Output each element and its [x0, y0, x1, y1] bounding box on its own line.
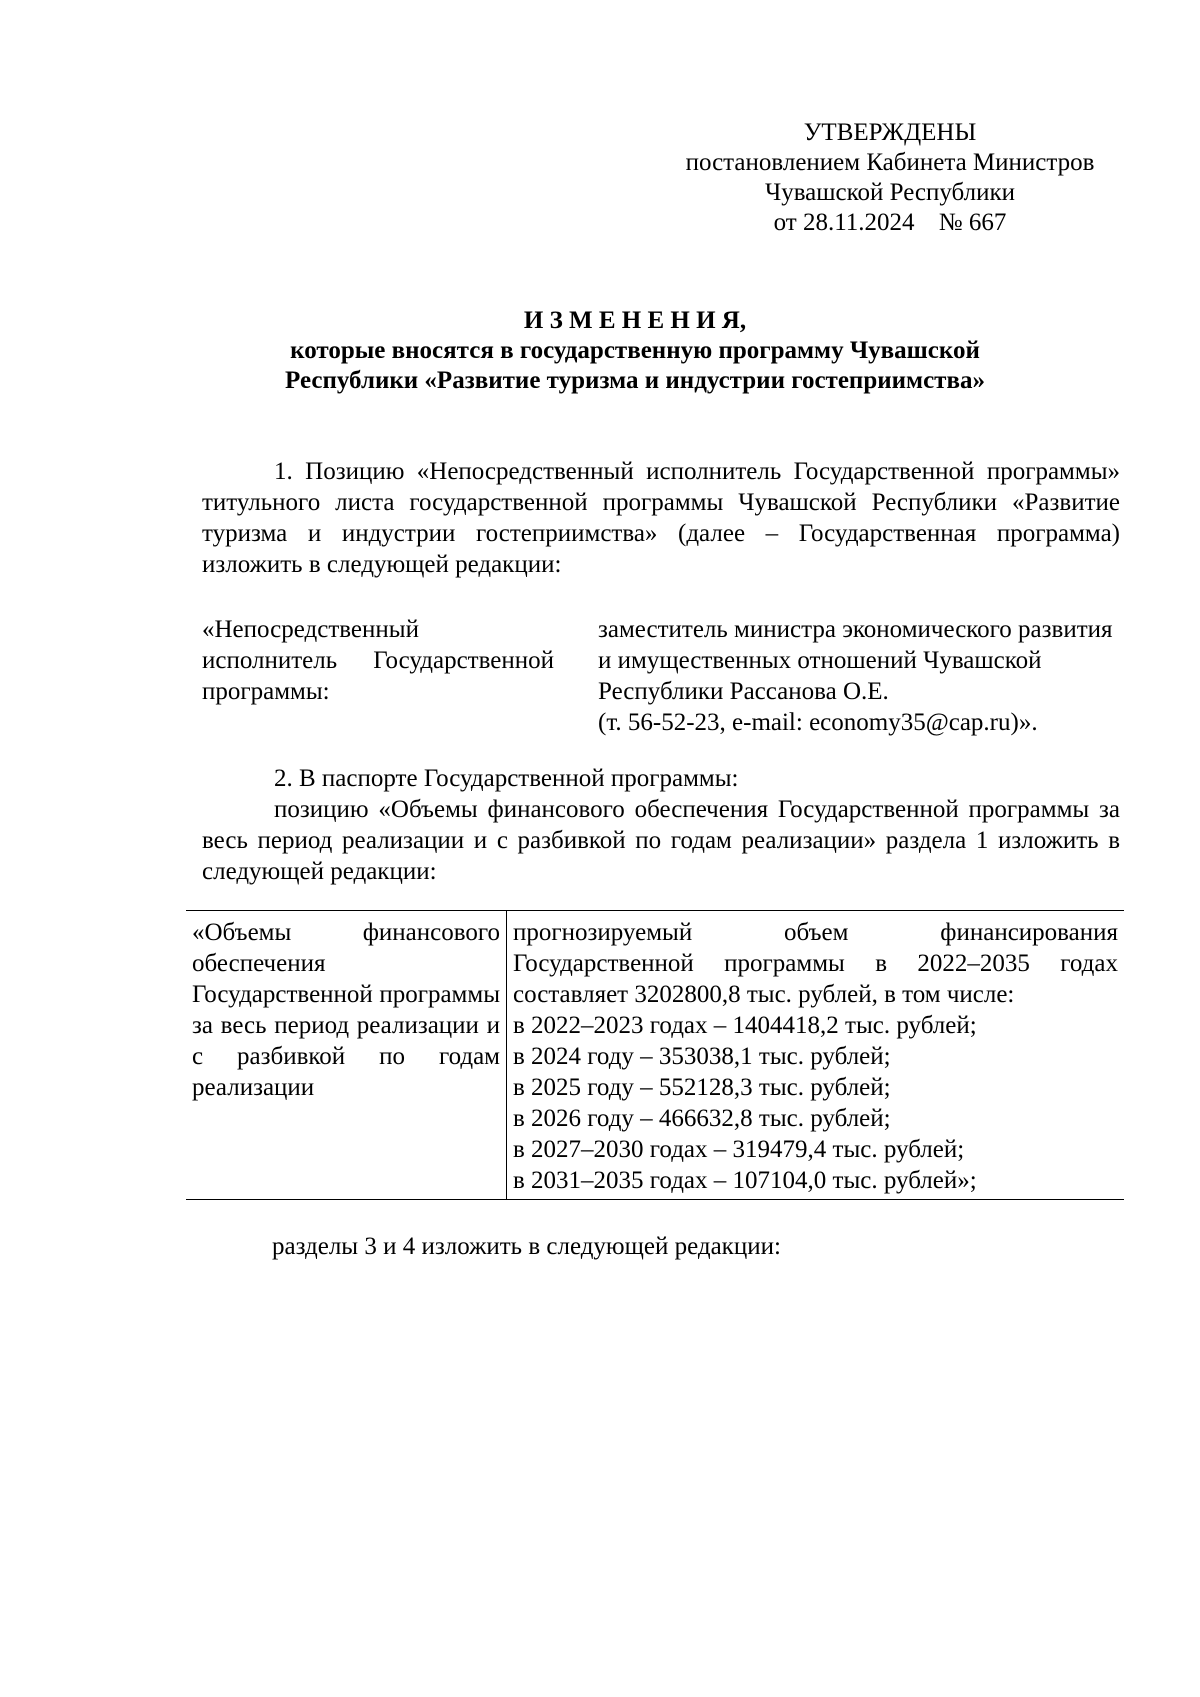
item-2-position-paragraph: [202, 794, 1120, 887]
finance-intro: прогнозируемый объем финансирования Государственной программы в 2022–2035 годах составляет 3202800,8 тыс. рублей, в том числе:: [513, 919, 1118, 1008]
approval-resolution: постановлением Кабинета Министров: [685, 149, 1095, 176]
finance-table-values: [507, 911, 1125, 1200]
finance-row: в 2025 году – 552128,3 тыс. рублей;: [513, 1074, 891, 1101]
item-1-text: 1. Позицию «Непосредственный исполнитель Государственной программы» титульного листа государственной программы Чувашской Республики «Развитие туризма и индустрии гостеприимства» (далее – Государственная программа) изложить в следующей редакции:: [202, 458, 1120, 578]
executor-value-block: [598, 614, 1120, 738]
finance-table-row: [186, 911, 1124, 1200]
finance-table-label: «Объемы финансового обеспечения Государственной программы за весь период реализации и с разбивкой по годам реализации: [186, 911, 507, 1200]
approval-authority: Чувашской Республики: [764, 179, 1016, 206]
approval-number: № 667: [938, 209, 1007, 236]
finance-row: в 2022–2023 годах – 1404418,2 тыс. рублей;: [513, 1012, 977, 1039]
heading-subtitle-line2: Республики «Развитие туризма и индустрии гостеприимства»: [285, 367, 985, 394]
executor-block: [202, 614, 1120, 738]
heading-title: И З М Е Н Е Н И Я,: [523, 307, 747, 334]
finance-row: в 2026 году – 466632,8 тыс. рублей;: [513, 1105, 891, 1132]
executor-label: «Непосредственный исполнитель Государственной программы:: [202, 616, 554, 705]
finance-table: [186, 910, 1124, 1200]
item-2-paragraph: [202, 763, 1120, 794]
finance-row: в 2031–2035 годах – 107104,0 тыс. рублей»;: [513, 1167, 977, 1194]
closing-paragraph: разделы 3 и 4 изложить в следующей редакции:: [272, 1233, 781, 1260]
item-2-text: 2. В паспорте Государственной программы:: [274, 765, 739, 792]
executor-contact: (т. 56-52-23, e-mail: economy35@cap.ru)».: [598, 709, 1038, 736]
executor-value: заместитель министра экономического развития и имущественных отношений Чувашской Республики Рассанова О.Е.: [598, 616, 1113, 705]
finance-row: в 2024 году – 353038,1 тыс. рублей;: [513, 1043, 891, 1070]
approval-date-line: [660, 208, 1120, 238]
item-2-position-text: позицию «Объемы финансового обеспечения Государственной программы за весь период реализации и с разбивкой по годам реализации» раздела 1 изложить в следующей редакции:: [202, 796, 1120, 885]
document-heading: [240, 306, 1030, 396]
approval-date: от 28.11.2024: [773, 209, 915, 236]
item-1-paragraph: [202, 456, 1120, 580]
approval-title: УТВЕРЖДЕНЫ: [803, 119, 977, 146]
finance-row: в 2027–2030 годах – 319479,4 тыс. рублей;: [513, 1136, 965, 1163]
heading-subtitle-line1: которые вносятся в государственную программу Чувашской: [290, 337, 980, 364]
approval-stamp: [660, 118, 1120, 238]
